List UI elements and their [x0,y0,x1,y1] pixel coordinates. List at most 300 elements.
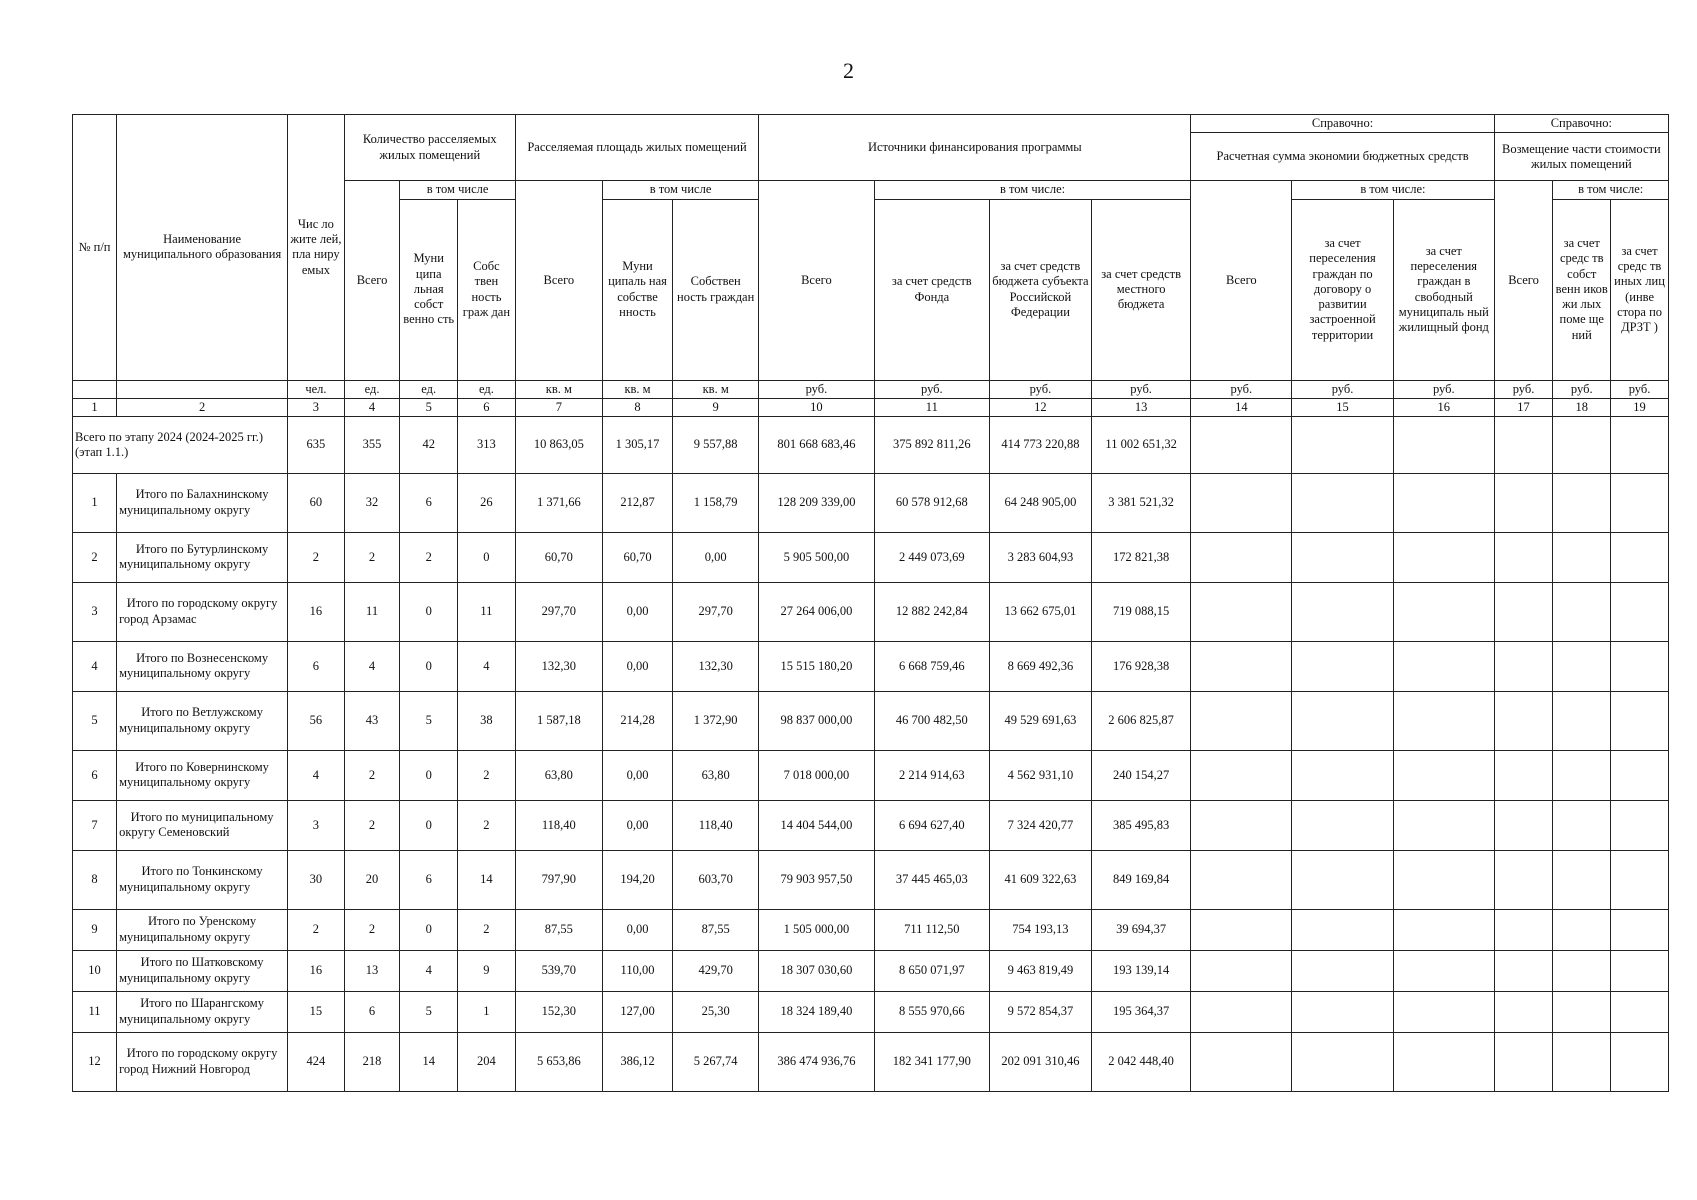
empty-cell [1393,583,1494,642]
ref2-group: Возмещение части стоимости жилых помещений [1494,133,1668,181]
header-sources-group: Источники финансирования программы [759,115,1191,181]
row-name: Итого по Ветлужскому муниципальному округу [117,692,288,751]
area-priv-h: Собствен ность граждан [673,199,759,380]
cell-fin-total: 79 903 957,50 [759,851,874,910]
ref1-free-h: за счет переселения граждан в свободный муниципаль ный жилищный фонд [1393,199,1494,380]
empty-cell [1292,751,1394,801]
cell-count-total: 2 [344,910,400,951]
cell-fin-fund: 711 112,50 [874,910,989,951]
cell-count-mun: 0 [400,801,458,851]
empty-cell [1191,851,1292,910]
cell-area-mun: 0,00 [602,642,672,692]
total-row [73,417,1669,474]
empty-cell [1494,910,1553,951]
empty-cell [1191,801,1292,851]
empty-cell [1553,474,1611,533]
cell-fin-subject: 4 562 931,10 [990,751,1092,801]
col-number: 4 [344,398,400,416]
cell-people: 2 [288,533,345,583]
cell-count-mun: 6 [400,474,458,533]
empty-cell [1494,992,1553,1033]
row-name: Итого по Ковернинскому муниципальному округу [117,751,288,801]
cell-area-total: 297,70 [515,583,602,642]
col-number: 10 [759,398,874,416]
cell-count-mun: 0 [400,642,458,692]
area-incl: в том числе [602,181,758,199]
cell-fin-fund: 60 578 912,68 [874,474,989,533]
ref2-own-h: за счет средс тв собст венн иков жи лых поме ще ний [1553,199,1611,380]
unit-cell: руб. [1611,380,1669,398]
cell-count-mun: 2 [400,533,458,583]
unit-cell: руб. [1494,380,1553,398]
row-name: Итого по Шатковскому муниципальному округу [117,951,288,992]
empty-cell [1611,474,1669,533]
unit-cell: кв. м [673,380,759,398]
unit-cell: кв. м [602,380,672,398]
row-name: Итого по городскому округу город Арзамас [117,583,288,642]
ref1-dev-h: за счет переселения граждан по договору о развитии застроенной территории [1292,199,1394,380]
empty-cell [1292,910,1394,951]
cell-area-priv: 1 158,79 [673,474,759,533]
header-area-group: Расселяемая площадь жилых помещений [515,115,758,181]
table-row [73,642,1669,692]
area-total-h: Всего [515,181,602,380]
col-number: 8 [602,398,672,416]
empty-cell [1292,951,1394,992]
cell-count-priv: 2 [458,910,516,951]
col-number: 1 [73,398,117,416]
units-row [73,380,1669,398]
cell-area-total: 1 371,66 [515,474,602,533]
header-people: Чис ло жите лей, пла ниру емых [288,115,345,381]
cell-fin-total: 15 515 180,20 [759,642,874,692]
empty-cell [1553,751,1611,801]
unit-cell: ед. [458,380,516,398]
empty-cell [1494,692,1553,751]
cell-area-mun: 212,87 [602,474,672,533]
cell-area-mun: 60,70 [602,533,672,583]
cell-count-mun: 0 [400,583,458,642]
ref1-total-h: Всего [1191,181,1292,380]
table-row [73,533,1669,583]
col-number: 5 [400,398,458,416]
cell-count-priv: 0 [458,533,516,583]
cell-fin-local: 176 928,38 [1091,642,1191,692]
empty-cell [1191,992,1292,1033]
cell-area-total: 60,70 [515,533,602,583]
cell-area-mun: 194,20 [602,851,672,910]
cell-count-priv: 1 [458,992,516,1033]
row-number: 12 [73,1033,117,1092]
empty-cell [1494,583,1553,642]
empty-cell [1191,474,1292,533]
total-count-priv: 313 [458,417,516,474]
cell-people: 2 [288,910,345,951]
cell-fin-total: 1 505 000,00 [759,910,874,951]
cell-area-priv: 1 372,90 [673,692,759,751]
cell-area-mun: 127,00 [602,992,672,1033]
cell-count-priv: 9 [458,951,516,992]
row-number: 6 [73,751,117,801]
empty-cell [1553,1033,1611,1092]
col-number: 7 [515,398,602,416]
cell-count-mun: 0 [400,910,458,951]
cell-area-total: 797,90 [515,851,602,910]
cell-fin-fund: 6 694 627,40 [874,801,989,851]
cell-count-mun: 14 [400,1033,458,1092]
cell-count-mun: 4 [400,951,458,992]
count-total-h: Всего [344,181,400,380]
empty-cell [1191,583,1292,642]
cell-fin-subject: 754 193,13 [990,910,1092,951]
table-row [73,951,1669,992]
ref2-title: Справочно: [1494,115,1668,133]
row-name: Итого по Вознесенскому муниципальному округу [117,642,288,692]
empty-cell [1191,692,1292,751]
cell-people: 15 [288,992,345,1033]
cell-area-total: 539,70 [515,951,602,992]
unit-cell: руб. [1393,380,1494,398]
cell-fin-total: 27 264 006,00 [759,583,874,642]
total-fin: 801 668 683,46 [759,417,874,474]
row-name: Итого по Уренскому муниципальному округу [117,910,288,951]
cell-area-mun: 214,28 [602,692,672,751]
cell-fin-fund: 8 650 071,97 [874,951,989,992]
row-name: Итого по Шарангскому муниципальному округу [117,992,288,1033]
empty-cell [1611,910,1669,951]
empty-cell [1292,533,1394,583]
col-number: 13 [1091,398,1191,416]
cell-fin-local: 2 042 448,40 [1091,1033,1191,1092]
cell-count-total: 32 [344,474,400,533]
cell-area-priv: 25,30 [673,992,759,1033]
cell-fin-total: 386 474 936,76 [759,1033,874,1092]
header-count-group: Количество расселяемых жилых помещений [344,115,515,181]
unit-cell: ед. [344,380,400,398]
cell-fin-total: 5 905 500,00 [759,533,874,583]
table-row [73,692,1669,751]
row-number: 10 [73,951,117,992]
unit-cell: руб. [759,380,874,398]
cell-count-mun: 5 [400,992,458,1033]
table-row [73,801,1669,851]
empty-cell [1393,851,1494,910]
cell-area-mun: 0,00 [602,751,672,801]
cell-count-total: 2 [344,801,400,851]
cell-fin-subject: 9 572 854,37 [990,992,1092,1033]
table-row [73,910,1669,951]
cell-area-mun: 0,00 [602,583,672,642]
cell-area-total: 132,30 [515,642,602,692]
total-fin-subject: 414 773 220,88 [990,417,1092,474]
row-name: Итого по Тонкинскому муниципальному округу [117,851,288,910]
cell-area-mun: 0,00 [602,910,672,951]
count-incl: в том числе [400,181,515,199]
cell-area-priv: 603,70 [673,851,759,910]
cell-count-priv: 38 [458,692,516,751]
total-count-mun: 42 [400,417,458,474]
cell-fin-local: 385 495,83 [1091,801,1191,851]
cell-fin-fund: 6 668 759,46 [874,642,989,692]
empty-cell [1393,474,1494,533]
empty-cell [1611,851,1669,910]
empty-cell [1494,951,1553,992]
cell-fin-fund: 2 449 073,69 [874,533,989,583]
cell-count-priv: 11 [458,583,516,642]
col-number: 19 [1611,398,1669,416]
area-mun-h: Муни ципаль ная собстве нность [602,199,672,380]
ref2-total-h: Всего [1494,181,1553,380]
empty-cell [1393,533,1494,583]
cell-count-priv: 204 [458,1033,516,1092]
cell-people: 16 [288,583,345,642]
cell-fin-fund: 46 700 482,50 [874,692,989,751]
cell-count-mun: 6 [400,851,458,910]
row-number: 2 [73,533,117,583]
col-number: 12 [990,398,1092,416]
empty-cell [1393,692,1494,751]
cell-area-total: 118,40 [515,801,602,851]
cell-people: 424 [288,1033,345,1092]
cell-count-total: 13 [344,951,400,992]
table-row [73,583,1669,642]
cell-fin-subject: 3 283 604,93 [990,533,1092,583]
table-row [73,751,1669,801]
cell-count-total: 43 [344,692,400,751]
empty-cell [1393,751,1494,801]
cell-count-priv: 2 [458,751,516,801]
empty-cell [1553,642,1611,692]
cell-area-total: 152,30 [515,992,602,1033]
empty-cell [1611,951,1669,992]
empty-cell [1191,910,1292,951]
row-number: 3 [73,583,117,642]
empty-cell [1292,1033,1394,1092]
ref2-incl: в том числе: [1553,181,1669,199]
cell-fin-subject: 9 463 819,49 [990,951,1092,992]
empty-cell [1393,642,1494,692]
cell-area-mun: 386,12 [602,1033,672,1092]
empty-cell [1553,583,1611,642]
cell-count-total: 4 [344,642,400,692]
row-number: 4 [73,642,117,692]
table-row [73,474,1669,533]
cell-area-priv: 297,70 [673,583,759,642]
cell-fin-local: 39 694,37 [1091,910,1191,951]
empty-cell [1292,801,1394,851]
cell-area-total: 1 587,18 [515,692,602,751]
row-name: Итого по Балахнинскому муниципальному округу [117,474,288,533]
cell-count-total: 2 [344,533,400,583]
cell-people: 3 [288,801,345,851]
empty-cell [1191,1033,1292,1092]
row-number: 1 [73,474,117,533]
empty-cell [1553,910,1611,951]
col-number: 9 [673,398,759,416]
empty-cell [1393,801,1494,851]
empty-cell [1553,851,1611,910]
header-num: № п/п [73,115,117,381]
unit-cell: руб. [1292,380,1394,398]
col-number: 18 [1553,398,1611,416]
empty-cell [1611,642,1669,692]
cell-fin-local: 2 606 825,87 [1091,692,1191,751]
col-number: 6 [458,398,516,416]
cell-count-total: 6 [344,992,400,1033]
cell-area-total: 5 653,86 [515,1033,602,1092]
empty-cell [1292,642,1394,692]
empty-cell [1393,951,1494,992]
fin-subject-h: за счет средств бюджета субъекта Российской Федерации [990,199,1092,380]
empty-cell [1494,1033,1553,1092]
cell-area-mun: 110,00 [602,951,672,992]
unit-cell: кв. м [515,380,602,398]
cell-count-priv: 4 [458,642,516,692]
col-number: 17 [1494,398,1553,416]
cell-fin-local: 240 154,27 [1091,751,1191,801]
cell-fin-local: 172 821,38 [1091,533,1191,583]
cell-fin-total: 18 324 189,40 [759,992,874,1033]
empty-cell [1553,951,1611,992]
row-name: Итого по Бутурлинскому муниципальному округу [117,533,288,583]
fin-fund-h: за счет средств Фонда [874,199,989,380]
fin-incl: в том числе: [874,181,1191,199]
cell-count-total: 218 [344,1033,400,1092]
cell-fin-subject: 41 609 322,63 [990,851,1092,910]
ref1-group: Расчетная сумма экономии бюджетных средств [1191,133,1494,181]
cell-people: 4 [288,751,345,801]
row-number: 5 [73,692,117,751]
cell-fin-fund: 12 882 242,84 [874,583,989,642]
cell-fin-fund: 182 341 177,90 [874,1033,989,1092]
cell-area-priv: 118,40 [673,801,759,851]
row-number: 11 [73,992,117,1033]
row-name: Итого по городскому округу город Нижний Новгород [117,1033,288,1092]
cell-fin-fund: 37 445 465,03 [874,851,989,910]
cell-fin-total: 98 837 000,00 [759,692,874,751]
cell-count-priv: 14 [458,851,516,910]
cell-people: 16 [288,951,345,992]
empty-cell [1191,751,1292,801]
cell-fin-local: 193 139,14 [1091,951,1191,992]
unit-cell: руб. [1191,380,1292,398]
empty-cell [1393,910,1494,951]
column-numbers-row [73,398,1669,416]
cell-people: 56 [288,692,345,751]
cell-people: 6 [288,642,345,692]
empty-cell [1393,992,1494,1033]
total-fin-fund: 375 892 811,26 [874,417,989,474]
empty-cell [1191,533,1292,583]
col-number: 16 [1393,398,1494,416]
total-area: 10 863,05 [515,417,602,474]
cell-fin-subject: 202 091 310,46 [990,1033,1092,1092]
empty-cell [1494,751,1553,801]
unit-cell: ед. [400,380,458,398]
total-name: Всего по этапу 2024 (2024-2025 гг.) (этап 1.1.) [73,417,288,474]
header-name: Наименование муниципального образования [117,115,288,381]
ref1-title: Справочно: [1191,115,1494,133]
empty-cell [1553,992,1611,1033]
total-people: 635 [288,417,345,474]
empty-cell [1292,583,1394,642]
empty-cell [1191,951,1292,992]
row-number: 8 [73,851,117,910]
cell-fin-local: 195 364,37 [1091,992,1191,1033]
cell-fin-total: 14 404 544,00 [759,801,874,851]
cell-fin-subject: 49 529 691,63 [990,692,1092,751]
empty-cell [1393,1033,1494,1092]
cell-fin-total: 7 018 000,00 [759,751,874,801]
empty-cell [1494,851,1553,910]
cell-count-mun: 0 [400,751,458,801]
empty-cell [1292,851,1394,910]
empty-cell [1553,801,1611,851]
empty-cell [1494,801,1553,851]
empty-cell [1292,692,1394,751]
cell-people: 60 [288,474,345,533]
empty-cell [1292,474,1394,533]
cell-area-mun: 0,00 [602,801,672,851]
empty-cell [1611,751,1669,801]
table-row [73,1033,1669,1092]
cell-count-priv: 2 [458,801,516,851]
row-name: Итого по муниципальному округу Семеновский [117,801,288,851]
col-number: 11 [874,398,989,416]
cell-area-priv: 63,80 [673,751,759,801]
table-row [73,851,1669,910]
empty-cell [1191,642,1292,692]
cell-area-priv: 87,55 [673,910,759,951]
program-table [72,114,1669,1092]
cell-people: 30 [288,851,345,910]
empty-cell [1611,992,1669,1033]
cell-area-priv: 5 267,74 [673,1033,759,1092]
table-row [73,992,1669,1033]
empty-cell [1611,583,1669,642]
unit-cell: чел. [288,380,345,398]
cell-area-priv: 132,30 [673,642,759,692]
ref2-other-h: за счет средс тв иных лиц (инве стора по ДРЗТ ) [1611,199,1669,380]
empty-cell [1494,533,1553,583]
cell-area-total: 63,80 [515,751,602,801]
unit-cell: руб. [1553,380,1611,398]
cell-count-total: 20 [344,851,400,910]
cell-count-total: 11 [344,583,400,642]
cell-count-mun: 5 [400,692,458,751]
col-number: 15 [1292,398,1394,416]
empty-cell [1611,1033,1669,1092]
cell-fin-local: 3 381 521,32 [1091,474,1191,533]
empty-cell [1611,692,1669,751]
empty-cell [1494,474,1553,533]
cell-area-total: 87,55 [515,910,602,951]
col-number: 2 [117,398,288,416]
unit-cell: руб. [1091,380,1191,398]
cell-fin-subject: 13 662 675,01 [990,583,1092,642]
total-fin-local: 11 002 651,32 [1091,417,1191,474]
count-mun-h: Муни ципа льная собст венно сть [400,199,458,380]
page-number: 2 [843,58,854,83]
cell-fin-subject: 7 324 420,77 [990,801,1092,851]
cell-count-priv: 26 [458,474,516,533]
cell-fin-fund: 2 214 914,63 [874,751,989,801]
empty-cell [1611,533,1669,583]
cell-area-priv: 429,70 [673,951,759,992]
empty-cell [1553,692,1611,751]
cell-fin-total: 18 307 030,60 [759,951,874,992]
cell-fin-subject: 64 248 905,00 [990,474,1092,533]
